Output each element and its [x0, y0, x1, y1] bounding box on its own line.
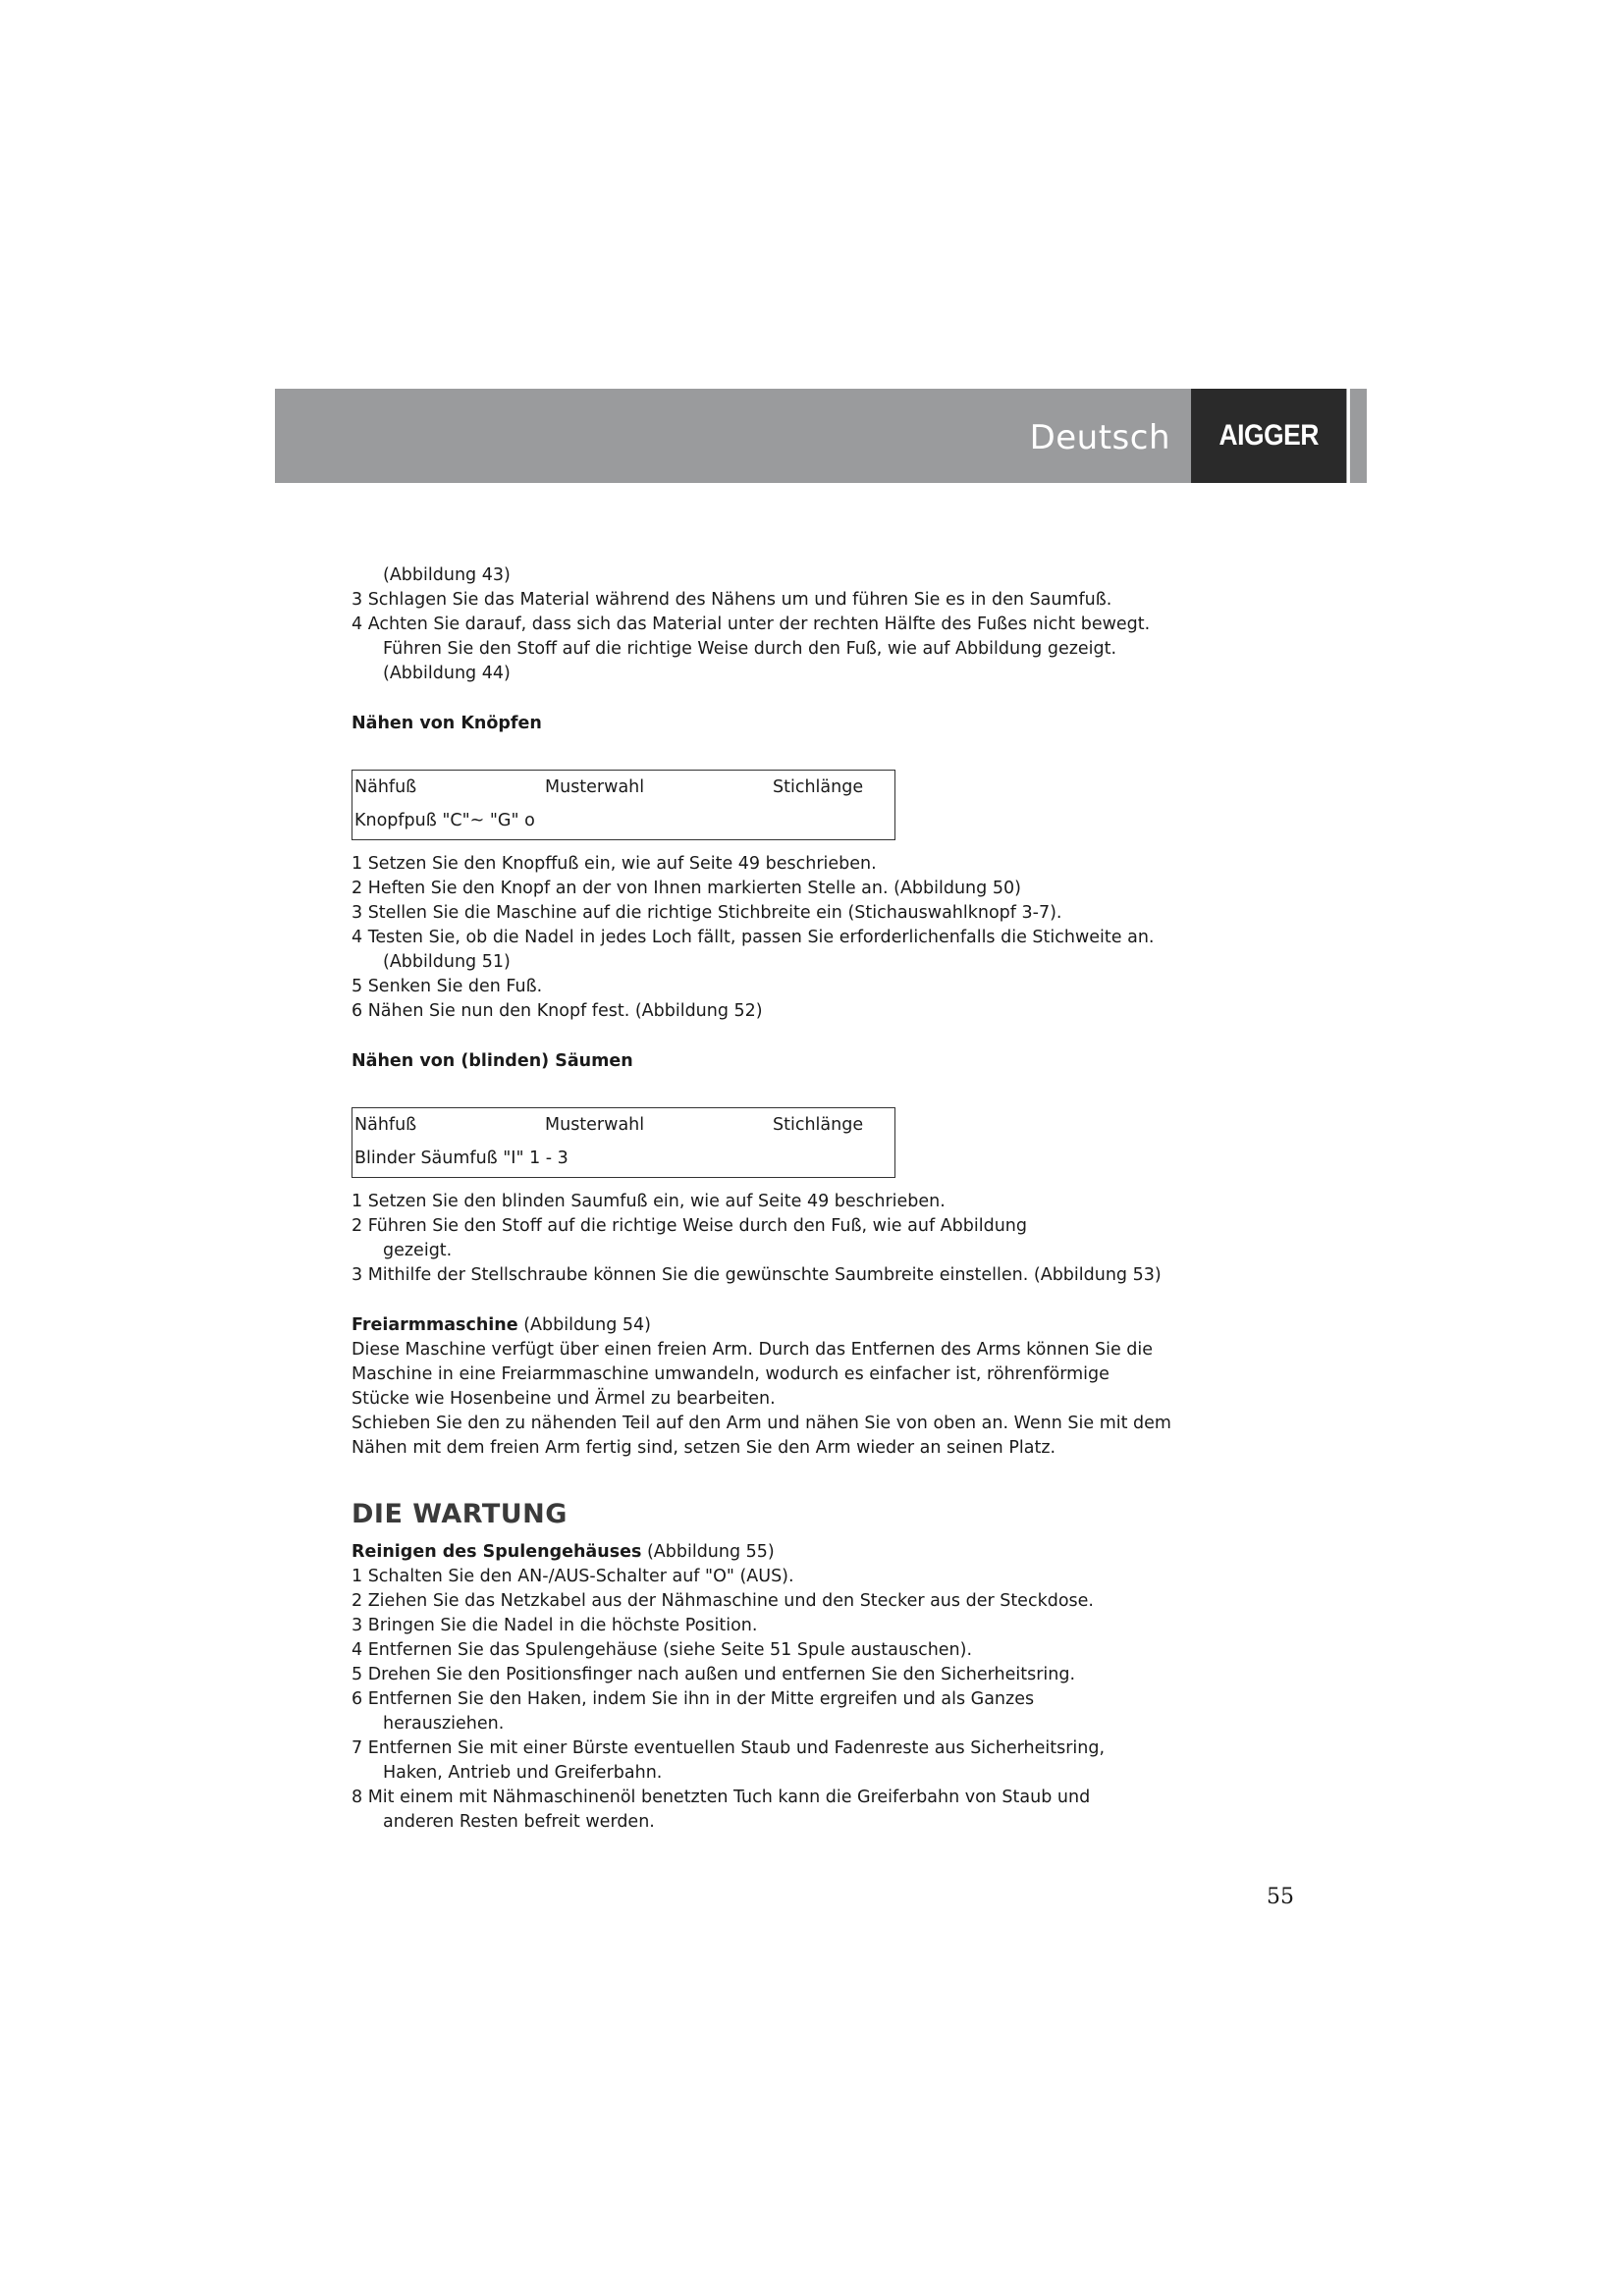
list-item-cont: anderen Resten befreit werden. — [383, 1812, 655, 1832]
list-item: 8 Mit einem mit Nähmaschinenöl benetzten Tuch kann die Greiferbahn von Staub und — [352, 1788, 1091, 1807]
language-label: Deutsch — [1029, 418, 1170, 457]
intro-item-4: 4 Achten Sie darauf, dass sich das Material unter der rechten Hälfte des Fußes nicht bewegt. — [352, 614, 1151, 634]
freearm-heading-ref: (Abbildung 54) — [517, 1315, 652, 1335]
paragraph-line: Maschine in eine Freiarmmaschine umwandeln, wodurch es einfacher ist, röhrenförmige — [352, 1364, 1110, 1384]
cleaning-subheading-ref: (Abbildung 55) — [641, 1542, 775, 1562]
cleaning-subheading — [352, 1540, 1196, 1565]
list-item: 1 Setzen Sie den blinden Saumfuß ein, wie auf Seite 49 beschrieben. — [352, 1192, 946, 1211]
list-item: 4 Testen Sie, ob die Nadel in jedes Loch fällt, passen Sie erforderlichenfalls die Stichweite an. — [352, 928, 1155, 947]
table-header-cell: Musterwahl — [545, 777, 645, 797]
list-item: 5 Drehen Sie den Positionsfinger nach außen und entfernen Sie den Sicherheitsring. — [352, 1665, 1076, 1684]
table-header-row — [352, 1108, 895, 1145]
buttons-section-heading: Nähen von Knöpfen — [352, 714, 542, 733]
intro-item-4-cont: Führen Sie den Stoff auf die richtige Weise durch den Fuß, wie auf Abbildung gezeigt. — [383, 639, 1117, 659]
table-header-cell: Stichlänge — [773, 1115, 864, 1135]
buttons-spec-table — [352, 770, 895, 840]
table-header-cell: Nähfuß — [354, 777, 417, 797]
cleaning-subheading-bold: Reinigen des Spulengehäuses — [352, 1542, 642, 1562]
list-item: 3 Bringen Sie die Nadel in die höchste Position. — [352, 1616, 758, 1635]
table-cell: Blinder Säumfuß "I" 1 - 3 — [354, 1148, 568, 1168]
list-item-cont: gezeigt. — [383, 1241, 453, 1260]
list-item-cont: herausziehen. — [383, 1714, 505, 1734]
paragraph-line: Diese Maschine verfügt über einen freien Arm. Durch das Entfernen des Arms können Sie die — [352, 1340, 1154, 1360]
intro-figure-ref: (Abbildung 43) — [383, 565, 511, 585]
table-cell: Knopfpuß "C"~ "G" o — [354, 811, 535, 830]
list-item: 5 Senken Sie den Fuß. — [352, 977, 543, 996]
brand-logo: AIGGER — [1191, 389, 1350, 483]
list-item: 3 Stellen Sie die Maschine auf die richtige Stichbreite ein (Stichauswahlknopf 3-7). — [352, 903, 1062, 923]
list-item: 7 Entfernen Sie mit einer Bürste eventuellen Staub und Fadenreste aus Sicherheitsring, — [352, 1738, 1106, 1758]
freearm-heading-bold: Freiarmmaschine — [352, 1315, 518, 1335]
paragraph-line: Schieben Sie den zu nähenden Teil auf den Arm und nähen Sie von oben an. Wenn Sie mit dem — [352, 1414, 1171, 1433]
hems-section-heading: Nähen von (blinden) Säumen — [352, 1051, 633, 1071]
freearm-heading — [352, 1313, 1196, 1338]
page-content — [352, 563, 1196, 1835]
list-item: 1 Schalten Sie den AN-/AUS-Schalter auf "O" (AUS). — [352, 1567, 794, 1586]
table-header-cell: Stichlänge — [773, 777, 864, 797]
table-header-cell: Musterwahl — [545, 1115, 645, 1135]
list-item: 3 Mithilfe der Stellschraube können Sie die gewünschte Saumbreite einstellen. (Abbildung 53) — [352, 1265, 1162, 1285]
list-item: 2 Ziehen Sie das Netzkabel aus der Nähmaschine und den Stecker aus der Steckdose. — [352, 1591, 1094, 1611]
maintenance-heading: DIE WARTUNG — [352, 1499, 568, 1529]
paragraph-line: Stücke wie Hosenbeine und Ärmel zu bearbeiten. — [352, 1389, 776, 1409]
page-header-band — [275, 389, 1367, 483]
list-item: 6 Entfernen Sie den Haken, indem Sie ihn in der Mitte ergreifen und als Ganzes — [352, 1689, 1035, 1709]
list-item: 1 Setzen Sie den Knopffuß ein, wie auf Seite 49 beschrieben. — [352, 854, 877, 874]
table-header-cell: Nähfuß — [354, 1115, 417, 1135]
paragraph-line: Nähen mit dem freien Arm fertig sind, setzen Sie den Arm wieder an seinen Platz. — [352, 1438, 1056, 1458]
list-item-cont: (Abbildung 51) — [383, 952, 511, 972]
list-item: 2 Führen Sie den Stoff auf die richtige Weise durch den Fuß, wie auf Abbildung — [352, 1216, 1027, 1236]
table-row — [352, 1144, 895, 1178]
table-header-row — [352, 771, 895, 807]
intro-item-4-figure: (Abbildung 44) — [383, 664, 511, 683]
intro-item-3: 3 Schlagen Sie das Material während des Nähens um und führen Sie es in den Saumfuß. — [352, 590, 1112, 610]
table-row — [352, 806, 895, 840]
list-item: 2 Heften Sie den Knopf an der von Ihnen markierten Stelle an. (Abbildung 50) — [352, 879, 1021, 898]
page-number: 55 — [1267, 1885, 1294, 1909]
hems-spec-table — [352, 1107, 895, 1178]
list-item: 4 Entfernen Sie das Spulengehäuse (siehe Seite 51 Spule austauschen). — [352, 1640, 973, 1660]
list-item-cont: Haken, Antrieb und Greiferbahn. — [383, 1763, 663, 1783]
list-item: 6 Nähen Sie nun den Knopf fest. (Abbildung 52) — [352, 1001, 763, 1021]
